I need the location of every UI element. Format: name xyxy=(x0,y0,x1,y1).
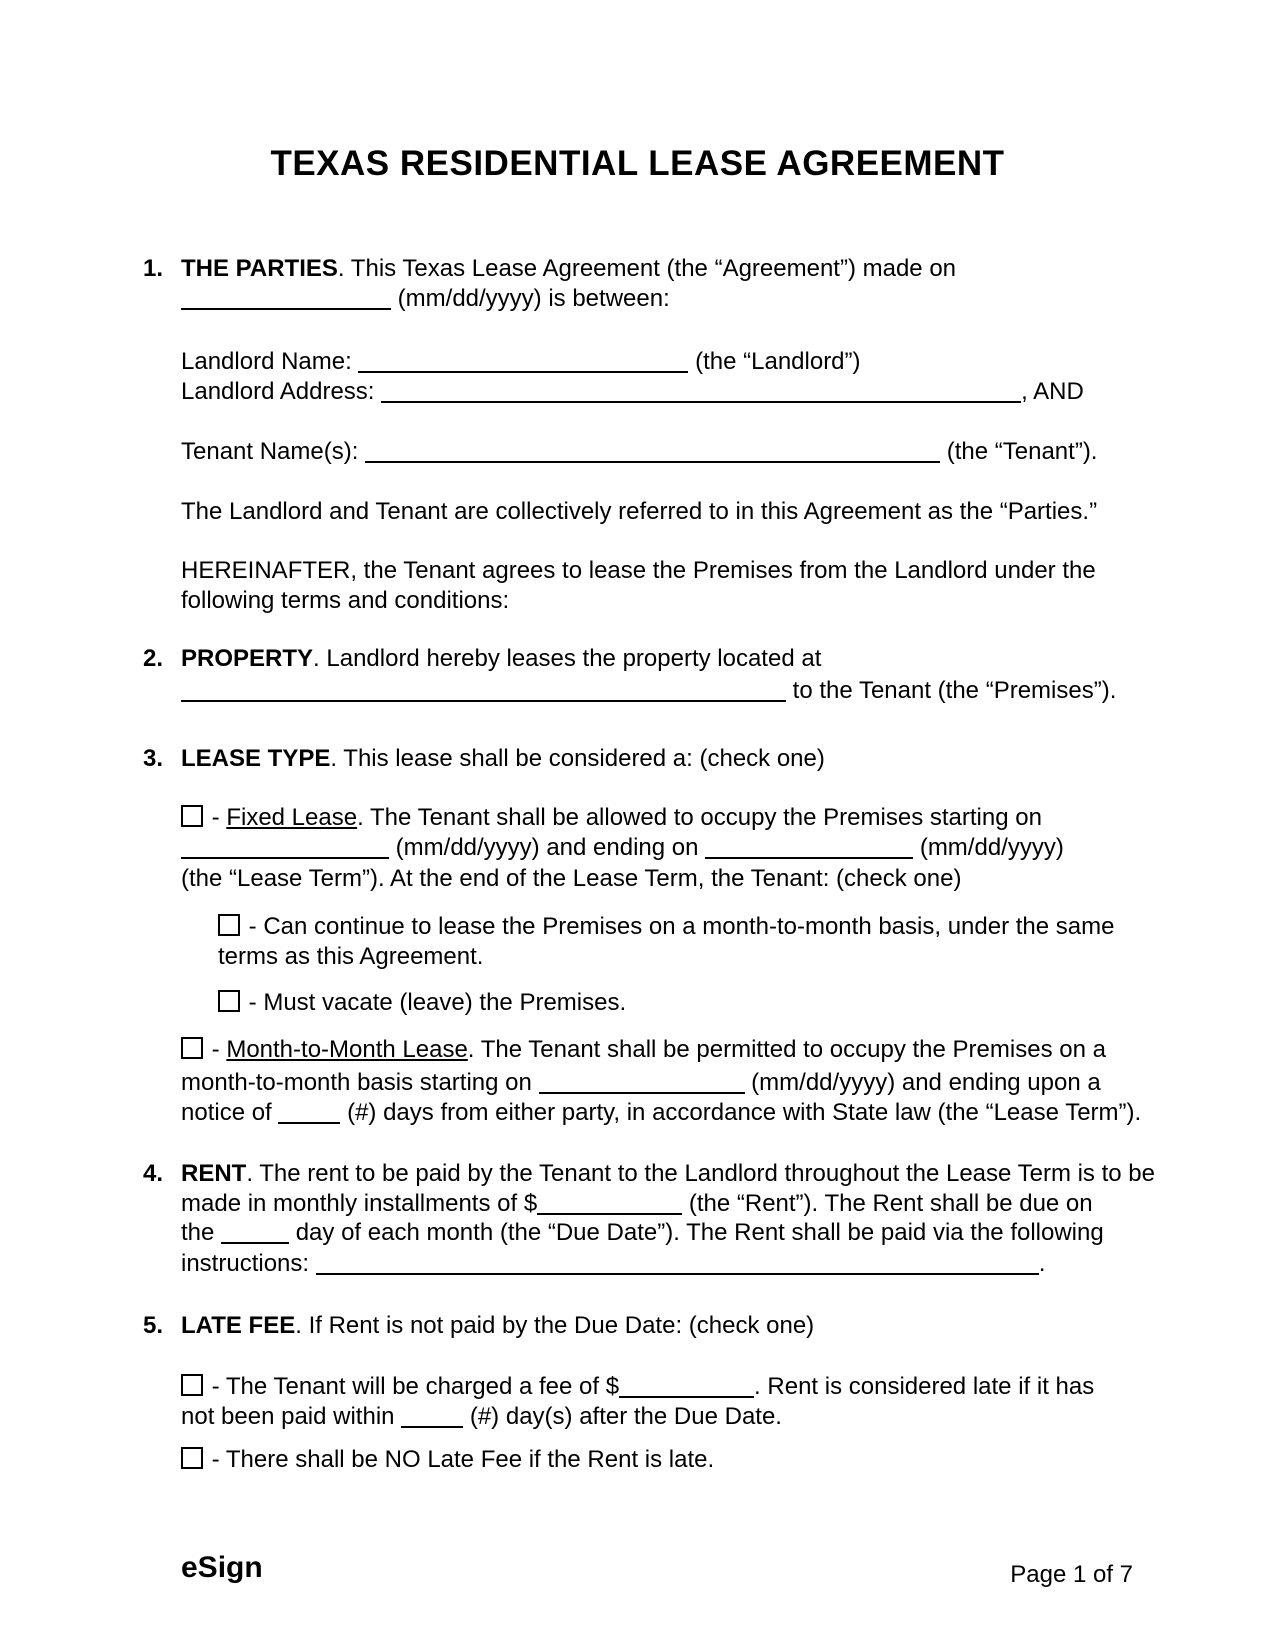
month-to-month-start-date-blank[interactable] xyxy=(539,1092,745,1094)
agreement-date-after: (mm/dd/yyyy) is between: xyxy=(391,284,670,312)
tenant-names-blank[interactable] xyxy=(365,461,940,463)
fixed-lease-end-date-blank[interactable] xyxy=(705,857,913,859)
section-5-heading: LATE FEE xyxy=(181,1312,296,1339)
fixed-lease-line-2-mid: (mm/dd/yyyy) and ending on xyxy=(389,834,706,861)
landlord-address-line xyxy=(181,377,1084,407)
landlord-name-blank[interactable] xyxy=(358,371,688,373)
section-3-heading-line xyxy=(143,744,825,774)
fixed-lease-label: Fixed Lease xyxy=(226,804,358,831)
document-title: TEXAS RESIDENTIAL LEASE AGREEMENT xyxy=(270,144,1005,183)
continue-month-to-month-checkbox[interactable] xyxy=(218,914,240,936)
month-to-month-line-3 xyxy=(181,1098,1141,1128)
late-fee-charged-checkbox[interactable] xyxy=(181,1374,203,1396)
notice-days-blank[interactable] xyxy=(278,1122,340,1124)
section-5-heading-line xyxy=(143,1311,814,1341)
late-fee-days-blank[interactable] xyxy=(401,1426,463,1428)
month-to-month-line-2-after: (mm/dd/yyyy) and ending upon a xyxy=(744,1069,1101,1096)
fixed-lease-rest: . The Tenant shall be allowed to occupy the Premises starting on xyxy=(357,804,1042,831)
section-1-heading-line xyxy=(143,254,956,284)
month-to-month-dash: - xyxy=(205,1036,227,1063)
month-to-month-line-2-pre: month-to-month basis starting on xyxy=(181,1069,539,1096)
rent-line-4-after: . xyxy=(1038,1250,1046,1277)
late-fee-pre: - The Tenant will be charged a fee of $ xyxy=(205,1373,620,1400)
month-to-month-rest: . The Tenant shall be permitted to occupy the Premises on a xyxy=(467,1036,1106,1063)
property-address-after: to the Tenant (the “Premises”). xyxy=(786,677,1117,704)
rent-line-4 xyxy=(181,1249,1045,1279)
month-to-month-line-1 xyxy=(181,1035,1106,1065)
month-to-month-line-3-after: (#) days from either party, in accordance with State law (the “Lease Term”). xyxy=(340,1099,1142,1126)
late-fee-line-1 xyxy=(181,1372,1094,1402)
rent-line-3 xyxy=(181,1218,1104,1248)
late-fee-after: . Rent is considered late if it has xyxy=(754,1373,1095,1400)
rent-due-day-blank[interactable] xyxy=(221,1242,289,1244)
rent-instructions-label: instructions: xyxy=(181,1250,316,1277)
month-to-month-label: Month-to-Month Lease xyxy=(226,1036,468,1063)
option-continue-text-1: - Can continue to lease the Premises on a month-to-month basis, under the same xyxy=(242,913,1115,940)
no-late-fee-text: - There shall be NO Late Fee if the Rent is late. xyxy=(205,1446,715,1473)
option-continue-line-2: terms as this Agreement. xyxy=(218,942,484,970)
option-vacate-text: - Must vacate (leave) the Premises. xyxy=(242,989,627,1016)
fixed-lease-dash: - xyxy=(205,804,227,831)
fixed-lease-start-date-blank[interactable] xyxy=(181,857,389,859)
landlord-address-after: , AND xyxy=(1021,377,1084,405)
section-4-heading-line xyxy=(143,1159,1155,1189)
landlord-address-label: Landlord Address: xyxy=(181,377,382,405)
rent-line-3-pre: the xyxy=(181,1219,222,1246)
rent-line-2-pre: made in monthly installments of $ xyxy=(181,1189,538,1217)
late-fee-line-2-pre: not been paid within xyxy=(181,1402,402,1430)
late-fee-line-2 xyxy=(181,1402,782,1432)
option-continue-line-1 xyxy=(218,912,1114,942)
fixed-lease-checkbox[interactable] xyxy=(181,805,203,827)
tenant-name-label: Tenant Name(s): xyxy=(181,438,366,465)
section-2-heading-line xyxy=(143,644,821,674)
fixed-lease-line-2-end: (mm/dd/yyyy) xyxy=(913,834,1064,861)
rent-line-3-after: day of each month (the “Due Date”). The Rent shall be paid via the following xyxy=(289,1219,1104,1246)
hereinafter-line-2: following terms and conditions: xyxy=(181,586,510,614)
section-4-heading: RENT xyxy=(181,1160,247,1187)
tenant-name-line xyxy=(181,437,1097,467)
section-1-heading: THE PARTIES xyxy=(181,255,338,282)
section-4-heading-rest: . The rent to be paid by the Tenant to the Landlord throughout the Lease Term is to be xyxy=(246,1160,1155,1187)
agreement-date-blank[interactable] xyxy=(181,308,391,310)
month-to-month-line-2 xyxy=(181,1068,1101,1098)
fixed-lease-line-3: (the “Lease Term”). At the end of the Lease Term, the Tenant: (check one) xyxy=(181,865,962,892)
option-vacate-line xyxy=(218,988,626,1018)
section-5-number: 5. xyxy=(143,1312,164,1339)
section-2-heading: PROPERTY xyxy=(181,645,314,672)
rent-line-2 xyxy=(181,1189,1093,1219)
parties-statement: The Landlord and Tenant are collectively referred to in this Agreement as the “Parties.” xyxy=(181,498,1098,525)
late-fee-line-2-after: (#) day(s) after the Due Date. xyxy=(463,1402,782,1430)
late-fee-amount-blank[interactable] xyxy=(619,1396,754,1398)
rent-amount-blank[interactable] xyxy=(537,1213,682,1215)
section-1-heading-rest: . This Texas Lease Agreement (the “Agreement”) made on xyxy=(337,255,957,282)
fixed-lease-line-1 xyxy=(181,803,1042,833)
section-3-heading-rest: . This lease shall be considered a: (check one) xyxy=(330,745,825,772)
section-1-number: 1. xyxy=(143,255,164,282)
no-late-fee-line xyxy=(181,1445,714,1475)
section-4-number: 4. xyxy=(143,1160,164,1187)
section-3-heading: LEASE TYPE xyxy=(181,745,331,772)
rent-line-2-after: (the “Rent”). The Rent shall be due on xyxy=(682,1189,1093,1217)
payment-instructions-blank[interactable] xyxy=(316,1273,1039,1275)
tenant-name-after: (the “Tenant”). xyxy=(940,438,1098,465)
property-address-line xyxy=(181,676,1116,706)
fixed-lease-line-2 xyxy=(181,833,1064,863)
no-late-fee-checkbox[interactable] xyxy=(181,1447,203,1469)
agreement-date-line xyxy=(181,284,670,314)
section-5-heading-rest: . If Rent is not paid by the Due Date: (check one) xyxy=(295,1312,815,1339)
must-vacate-checkbox[interactable] xyxy=(218,990,240,1012)
section-3-number: 3. xyxy=(143,745,164,772)
landlord-name-after: (the “Landlord”) xyxy=(688,348,861,375)
landlord-name-label: Landlord Name: xyxy=(181,348,359,375)
month-to-month-line-3-pre: notice of xyxy=(181,1099,279,1126)
esign-logo: eSign xyxy=(181,1551,263,1584)
hereinafter-line-1: HEREINAFTER, the Tenant agrees to lease the Premises from the Landlord under the xyxy=(181,557,1096,584)
landlord-address-blank[interactable] xyxy=(381,401,1021,403)
section-2-number: 2. xyxy=(143,645,164,672)
month-to-month-lease-checkbox[interactable] xyxy=(181,1037,203,1059)
section-2-heading-rest: . Landlord hereby leases the property located at xyxy=(313,645,822,672)
page-number: Page 1 of 7 xyxy=(1010,1561,1133,1588)
property-address-blank[interactable] xyxy=(181,700,786,702)
landlord-name-line xyxy=(181,347,861,377)
